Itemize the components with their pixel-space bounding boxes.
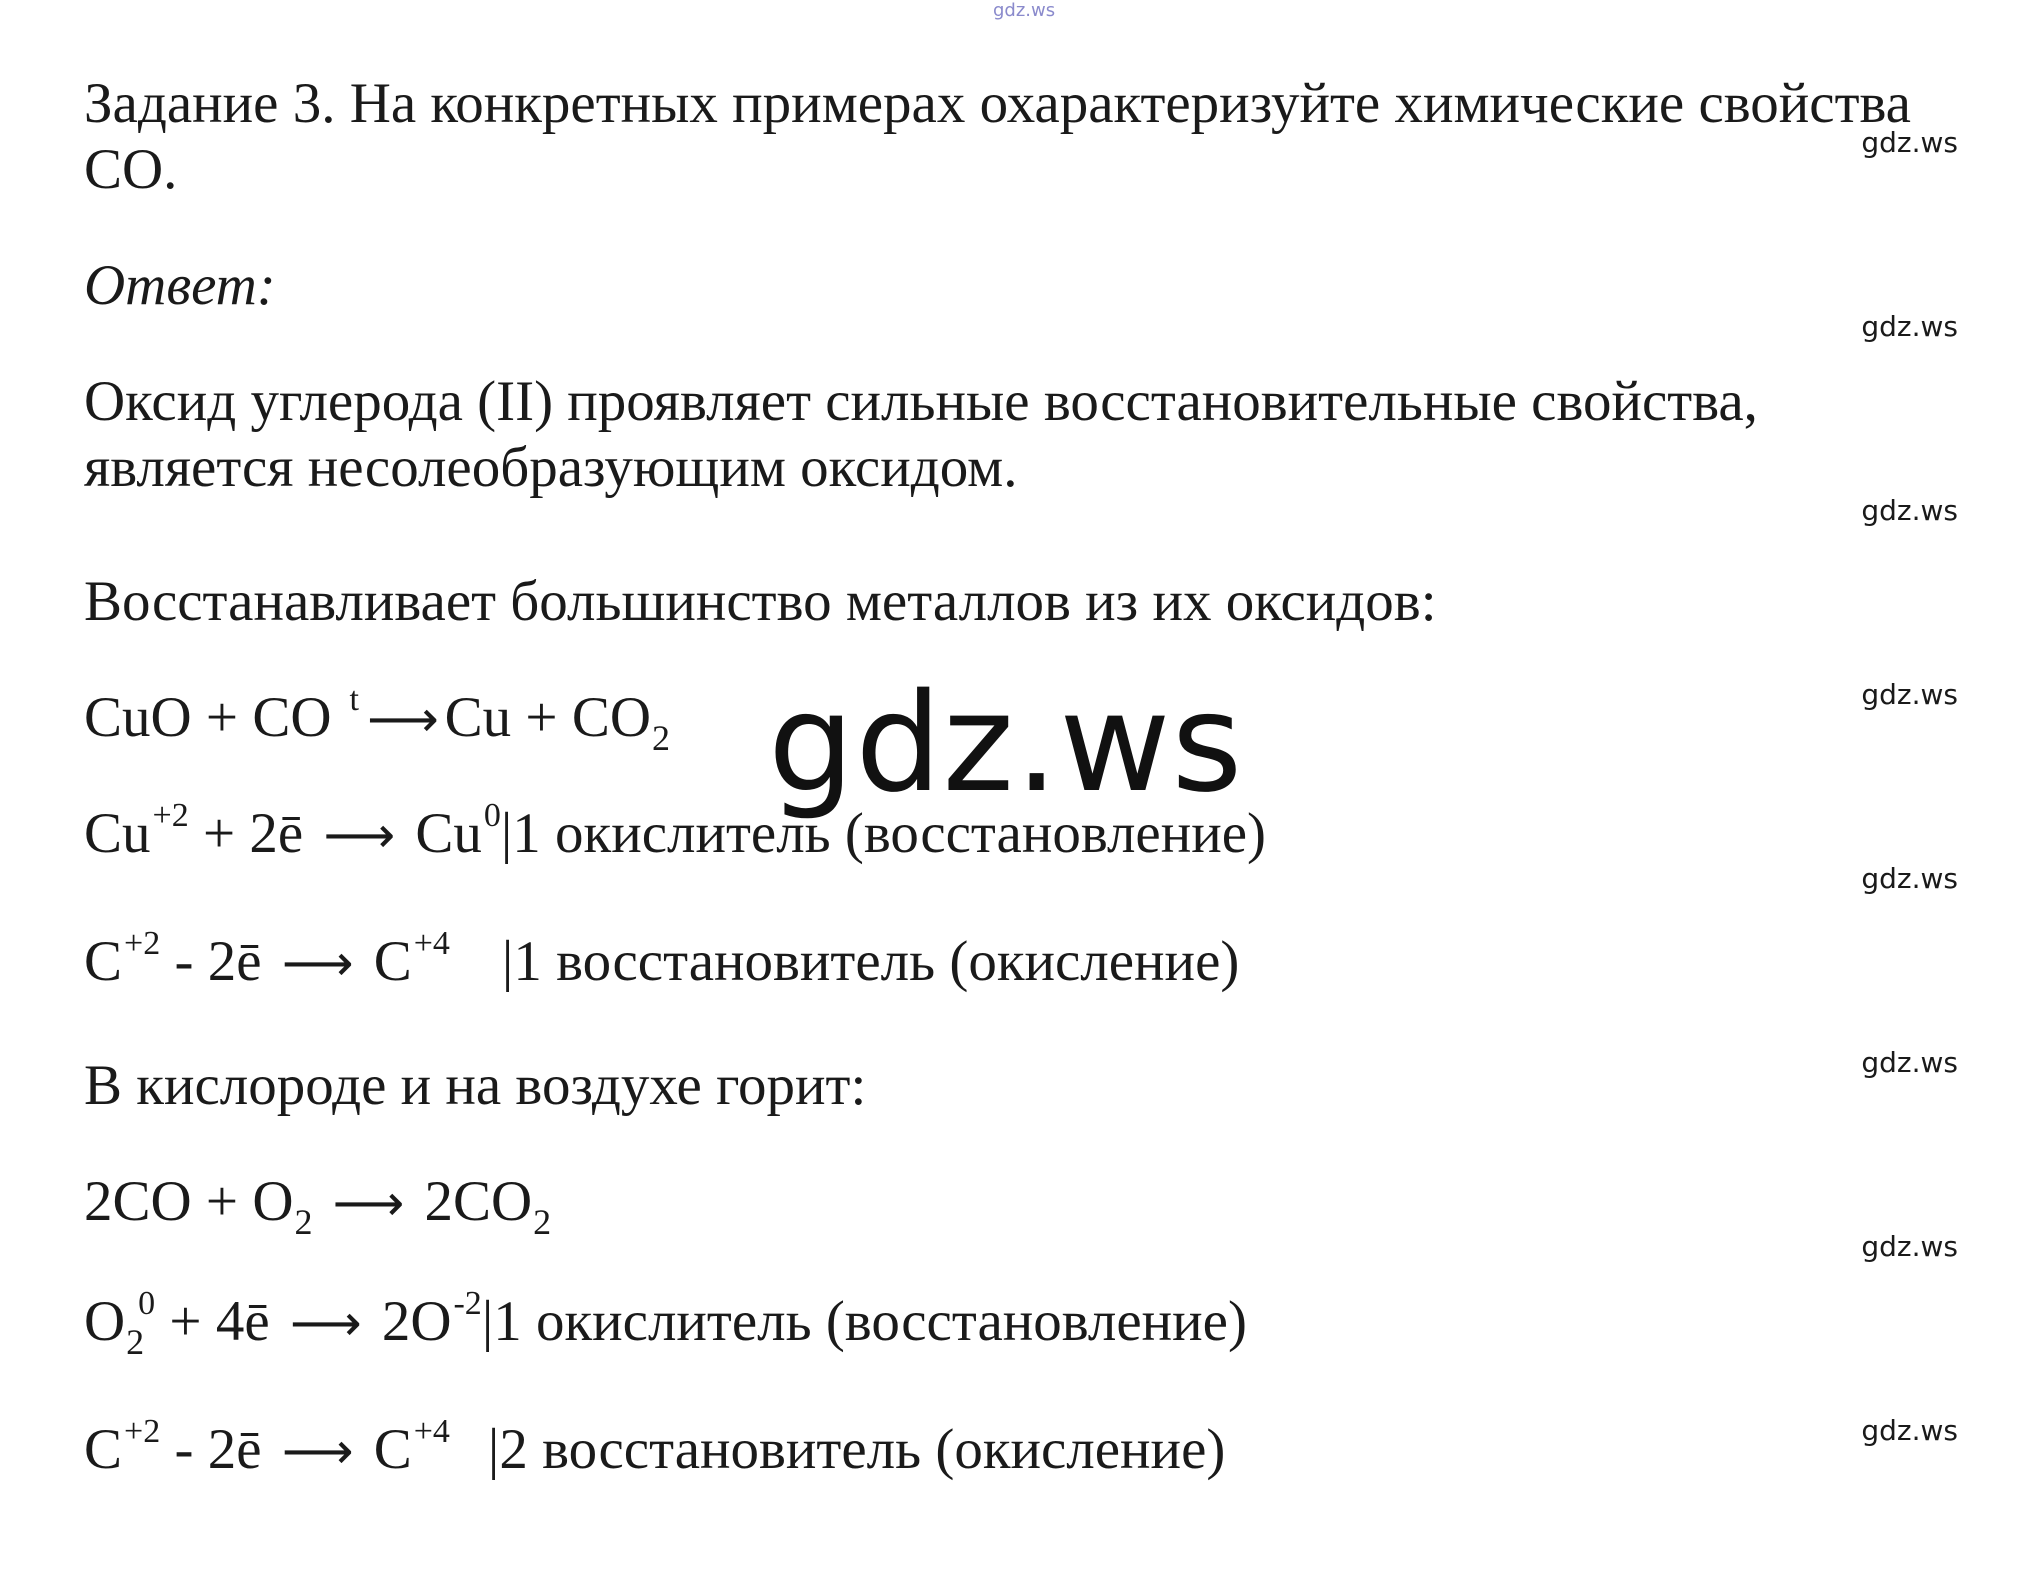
- watermark-side: gdz.ws: [1861, 310, 1958, 343]
- task-line-1: Задание 3. На конкретных примерах охарактеризуйте химические свойства: [84, 72, 1911, 135]
- eq5-a-sub: 2: [126, 1322, 145, 1362]
- eq5-c-sup: -2: [453, 1285, 482, 1322]
- arrow-icon: ⟶: [366, 690, 439, 748]
- eq3-d: |1 восстановитель (окисление): [501, 930, 1240, 993]
- paragraph-3: В кислороде и на воздухе горит:: [84, 1054, 867, 1117]
- watermark-large: gdz.ws: [768, 665, 1244, 823]
- watermark-side: gdz.ws: [1861, 1046, 1958, 1079]
- equation-2: [84, 797, 1267, 868]
- equation-6: [84, 1413, 1226, 1484]
- answer-label: Ответ:: [84, 254, 276, 317]
- eq2-a: Cu: [84, 802, 151, 865]
- equation-5: [84, 1285, 1247, 1362]
- eq2-b: + 2ē: [188, 802, 318, 865]
- eq2-d: |1 окислитель (восстановление): [500, 802, 1267, 865]
- eq5-c: 2O: [367, 1290, 452, 1353]
- eq4-c: 2CO: [410, 1170, 533, 1233]
- arrow-icon: ⟶: [289, 1294, 362, 1352]
- eq2-c-sup: 0: [483, 797, 501, 834]
- arrow-icon: ⟶: [281, 1422, 354, 1480]
- watermark-side: gdz.ws: [1861, 678, 1958, 711]
- watermark-side: gdz.ws: [1861, 862, 1958, 895]
- eq5-d: |1 окислитель (восстановление): [481, 1290, 1247, 1353]
- watermark-side: gdz.ws: [1861, 1414, 1958, 1447]
- watermark-side: gdz.ws: [1861, 126, 1958, 159]
- watermark-side: gdz.ws: [1861, 494, 1958, 527]
- paragraph-1-line-2: является несолеобразующим оксидом.: [84, 436, 1018, 499]
- eq3-b: - 2ē: [160, 930, 276, 993]
- equation-1: [84, 681, 671, 758]
- eq4-a-sub: 2: [294, 1202, 313, 1242]
- watermark-top: gdz.ws: [993, 0, 1056, 21]
- eq6-a-sup: +2: [124, 1413, 161, 1450]
- eq5-b: + 4ē: [155, 1290, 284, 1353]
- eq6-d: |2 восстановитель (окисление): [487, 1418, 1226, 1481]
- arrow-icon: ⟶: [323, 806, 396, 864]
- eq6-b: - 2ē: [160, 1418, 276, 1481]
- eq3-a: C: [84, 930, 123, 993]
- eq1-condition: t: [349, 681, 359, 718]
- eq5-a: O: [84, 1290, 126, 1353]
- eq3-a-sup: +2: [124, 925, 161, 962]
- eq1-subscript: 2: [652, 718, 671, 758]
- arrow-icon: ⟶: [332, 1174, 405, 1232]
- eq6-c: C: [359, 1418, 412, 1481]
- eq6-a: C: [84, 1418, 123, 1481]
- eq3-c: C: [359, 930, 412, 993]
- eq6-c-sup: +4: [413, 1413, 450, 1450]
- eq1-right: Cu + CO: [444, 686, 652, 749]
- equation-4: [84, 1168, 552, 1242]
- eq1-left: CuO + CO: [84, 686, 332, 749]
- eq4-a: 2CO + O: [84, 1170, 294, 1233]
- eq4-c-sub: 2: [533, 1202, 552, 1242]
- arrow-icon: ⟶: [281, 934, 354, 992]
- paragraph-1-line-1: Оксид углерода (II) проявляет сильные восстановительные свойства,: [84, 370, 1758, 433]
- eq2-c: Cu: [401, 802, 482, 865]
- eq3-c-sup: +4: [413, 925, 450, 962]
- task-line-2: CO.: [84, 138, 178, 201]
- equation-3: [84, 925, 1240, 996]
- watermark-side: gdz.ws: [1861, 1230, 1958, 1263]
- paragraph-2: Восстанавливает большинство металлов из их оксидов:: [84, 570, 1437, 633]
- eq5-a-sup: 0: [138, 1285, 156, 1322]
- eq2-a-sup: +2: [152, 797, 189, 834]
